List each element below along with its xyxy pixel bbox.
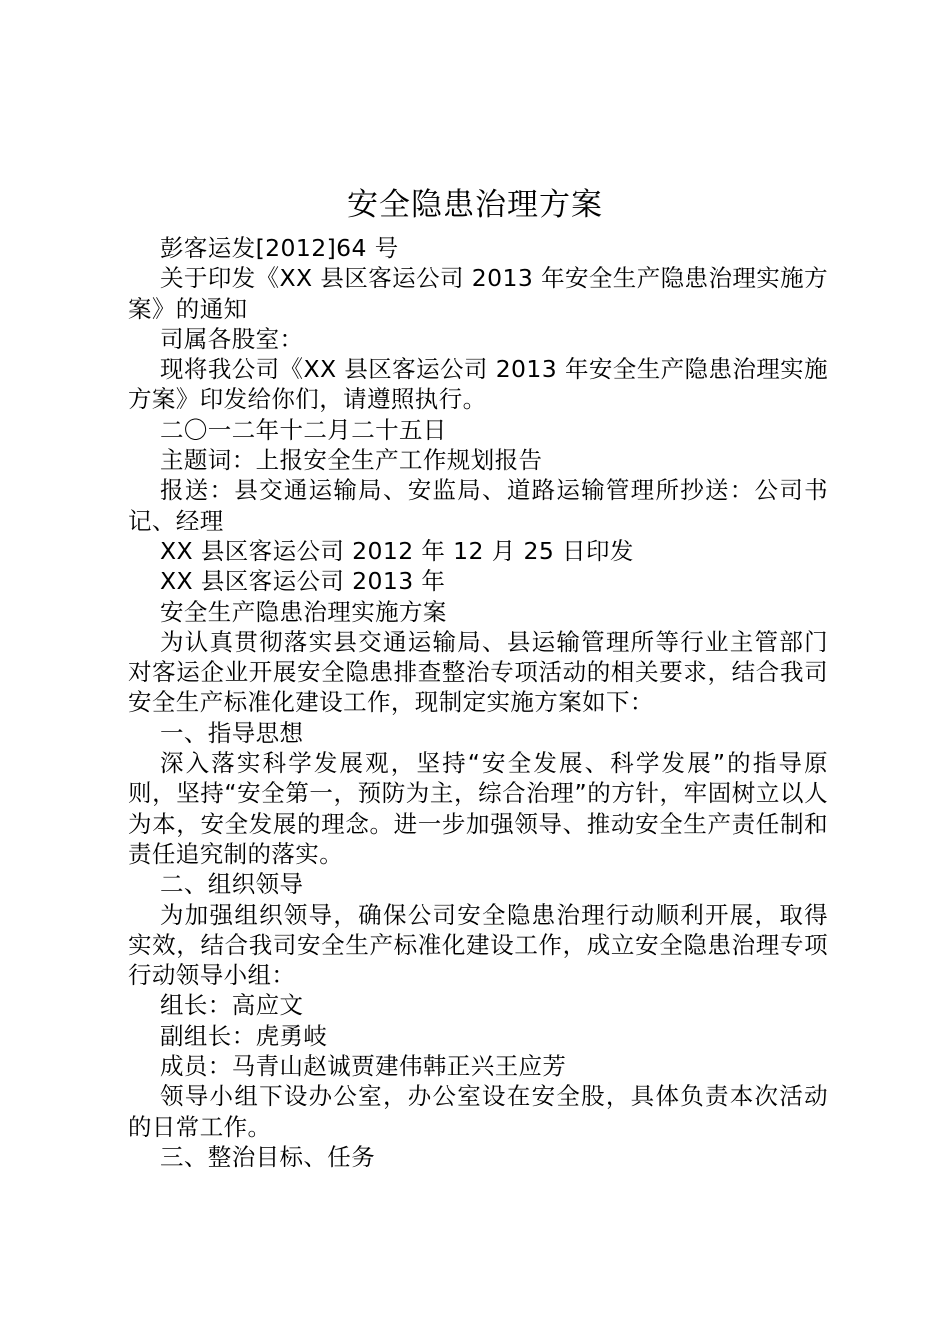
group-members: 成员：马青山赵诚贾建伟韩正兴王应芳	[160, 1052, 567, 1081]
guiding-ideology-text: 深入落实科学发展观，坚持“安全发展、科学发展”的指导原则，坚持“安全第一，预防为主，综合治理”的方针，牢固树立以人为本，安全发展的理念。进一步加强领导、推动安全生产责任制和责任追究制的落实。	[128, 749, 828, 868]
subject-keywords: 主题词：上报安全生产工作规划报告	[160, 446, 543, 475]
section-heading-goals-tasks: 三、整治目标、任务	[160, 1142, 376, 1171]
printing-note: XX 县区客运公司 2012 年 12 月 25 日印发	[160, 536, 634, 565]
document-number: 彭客运发[2012]64 号	[160, 234, 399, 262]
section-heading-guiding-ideology: 一、指导思想	[160, 718, 304, 747]
document-body	[128, 233, 828, 1172]
plan-introduction: 为认真贯彻落实县交通运输局、县运输管理所等行业主管部门对客运企业开展安全隐患排查整治专项活动的相关要求，结合我司安全生产标准化建设工作，现制定实施方案如下：	[128, 627, 828, 717]
notice-title: 关于印发《XX 县区客运公司 2013 年安全生产隐患治理实施方案》的通知	[128, 264, 828, 323]
section-heading-organization: 二、组织领导	[160, 870, 304, 899]
office-setup-text: 领导小组下设办公室，办公室设在安全股，具体负责本次活动的日常工作。	[128, 1082, 828, 1141]
notice-body: 现将我公司《XX 县区客运公司 2013 年安全生产隐患治理实施方案》印发给你们，请遵照执行。	[128, 355, 828, 414]
group-leader: 组长：高应文	[160, 991, 304, 1020]
issue-date: 二〇一二年十二月二十五日	[160, 415, 447, 444]
addressee: 司属各股室：	[160, 324, 304, 353]
document-title: 安全隐患治理方案	[347, 187, 603, 223]
organization-text: 为加强组织领导，确保公司安全隐患治理行动顺利开展，取得实效，结合我司安全生产标准化建设工作，成立安全隐患治理专项行动领导小组：	[128, 900, 828, 990]
plan-heading-line-1: XX 县区客运公司 2013 年	[160, 567, 446, 596]
distribution-list: 报送：县交通运输局、安监局、道路运输管理所抄送：公司书记、经理	[128, 476, 828, 535]
deputy-group-leader: 副组长：虎勇岐	[160, 1021, 328, 1050]
plan-heading-line-2: 安全生产隐患治理实施方案	[160, 597, 447, 626]
